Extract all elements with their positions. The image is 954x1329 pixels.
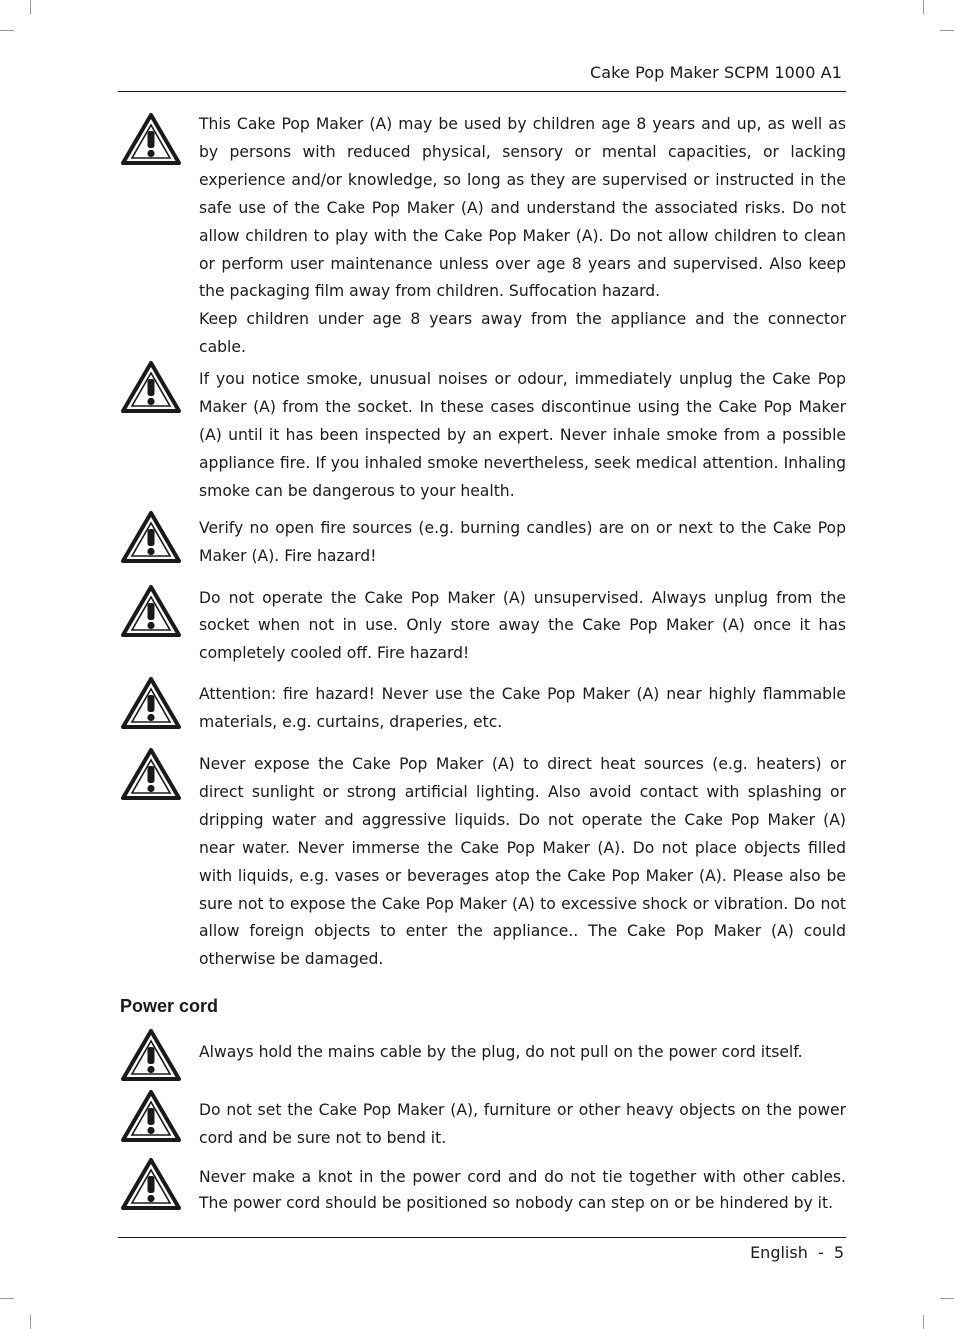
warning-paragraph: Keep children under age 8 years away from the appliance and the connector cable. xyxy=(199,310,846,357)
warning-block xyxy=(118,1097,846,1153)
warning-text xyxy=(199,1165,846,1216)
warning-text xyxy=(199,1035,846,1083)
crop-mark xyxy=(940,30,954,31)
warning-block xyxy=(118,515,846,571)
warning-paragraph: Attention: fire hazard! Never use the Cake Pop Maker (A) near highly flammable materials, e.g. curtains, draperies, etc. xyxy=(199,685,846,732)
warning-paragraph: Never make a knot in the power cord and do not tie together with other cables. The power cord should be positioned so nobody can step on or be hindered by it. xyxy=(199,1168,846,1212)
warning-text xyxy=(199,1097,846,1153)
crop-mark xyxy=(923,0,924,14)
section-title-power-cord: Power cord xyxy=(120,996,219,1017)
warning-text xyxy=(199,681,846,737)
warning-triangle-icon xyxy=(119,359,187,415)
page-footer xyxy=(750,1243,844,1262)
warning-triangle-icon xyxy=(119,746,187,802)
crop-mark xyxy=(923,1315,924,1329)
page-header-title: Cake Pop Maker SCPM 1000 A1 xyxy=(589,63,842,82)
warning-triangle-icon xyxy=(119,509,187,565)
warning-block xyxy=(118,751,846,974)
footer-language: English xyxy=(750,1243,808,1262)
crop-mark xyxy=(30,1315,31,1329)
warning-triangle-icon xyxy=(119,1088,187,1144)
page-number: 5 xyxy=(833,1243,844,1262)
crop-mark xyxy=(30,0,31,14)
warning-paragraph: Do not set the Cake Pop Maker (A), furniture or other heavy objects on the power cord and be sure not to bend it. xyxy=(199,1101,846,1148)
warning-triangle-icon xyxy=(119,1027,187,1083)
warning-text xyxy=(199,751,846,974)
warning-triangle-icon xyxy=(119,583,187,639)
page-content xyxy=(118,108,846,1216)
warning-text xyxy=(199,366,846,506)
crop-mark xyxy=(0,30,14,31)
warning-paragraph: Verify no open fire sources (e.g. burning candles) are on or next to the Cake Pop Maker (A). Fire hazard! xyxy=(199,518,846,565)
warning-block xyxy=(118,111,846,362)
header-rule xyxy=(118,91,846,92)
warning-paragraph: Never expose the Cake Pop Maker (A) to direct heat sources (e.g. heaters) or direct sunlight or strong artificial lighting. Also avoid contact with splashing or dripping water and aggressive liquids. Do not operate the Cake Pop Maker (A) near water. Never immerse the Cake Pop Maker (A). Do not place objects filled with liquids, e.g. vases or beverages atop the Cake Pop Maker (A). Please also be sure not to expose the Cake Pop Maker (A) to excessive shock or vibration. Do not allow foreign objects to enter the appliance.. The Cake Pop Maker (A) could otherwise be damaged. xyxy=(199,755,846,969)
warning-paragraph: This Cake Pop Maker (A) may be used by children age 8 years and up, as well as by persons with reduced physical, sensory or mental capacities, or lacking experience and/or knowledge, so long as they are supervised or instructed in the safe use of the Cake Pop Maker (A) and understand the associated risks. Do not allow children to play with the Cake Pop Maker (A). Do not allow children to clean or perform user maintenance unless over age 8 years and supervised. Also keep the packaging film away from children. Suffocation hazard. xyxy=(199,115,846,301)
crop-mark xyxy=(0,1298,14,1299)
warning-triangle-icon xyxy=(119,675,187,731)
warning-triangle-icon xyxy=(119,111,187,167)
warning-text xyxy=(199,515,846,571)
warning-text xyxy=(199,585,846,669)
footer-rule xyxy=(118,1237,846,1238)
warning-block xyxy=(118,681,846,737)
crop-mark xyxy=(940,1298,954,1299)
warning-block xyxy=(118,1035,846,1083)
warning-text xyxy=(199,111,846,362)
warning-block xyxy=(118,585,846,669)
warning-block xyxy=(118,1165,846,1216)
footer-separator: - xyxy=(817,1243,824,1262)
warning-triangle-icon xyxy=(119,1156,187,1212)
warning-paragraph: Do not operate the Cake Pop Maker (A) unsupervised. Always unplug from the socket when not in use. Only store away the Cake Pop Maker (A) once it has completely cooled off. Fire hazard! xyxy=(199,588,846,663)
warning-block xyxy=(118,366,846,506)
warning-paragraph: If you notice smoke, unusual noises or odour, immediately unplug the Cake Pop Maker (A) from the socket. In these cases discontinue using the Cake Pop Maker (A) until it has been inspected by an expert. Never inhale smoke from a possible appliance fire. If you inhaled smoke nevertheless, seek medical attention. Inhaling smoke can be dangerous to your health. xyxy=(199,370,846,500)
warning-paragraph: Always hold the mains cable by the plug, do not pull on the power cord itself. xyxy=(199,1043,803,1062)
